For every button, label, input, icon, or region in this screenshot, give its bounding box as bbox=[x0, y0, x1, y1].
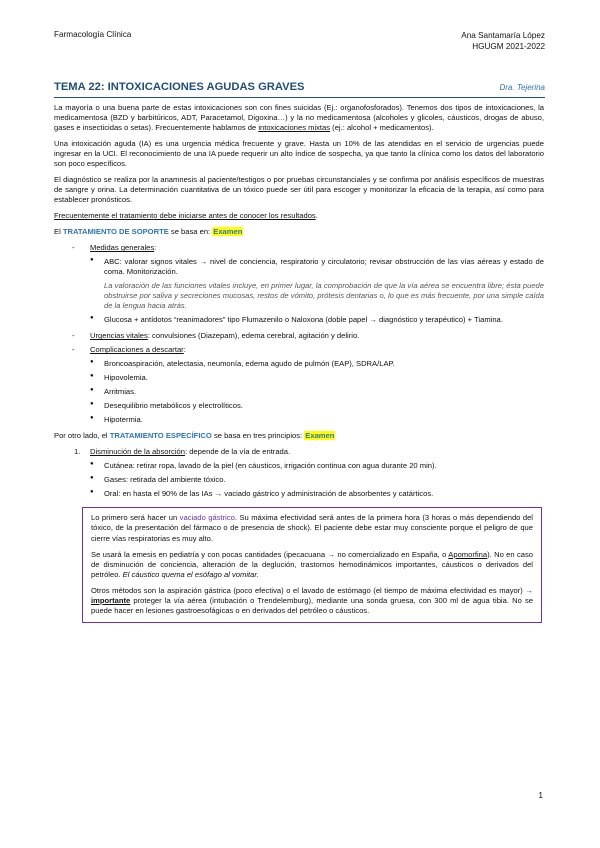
specific-lead bbox=[54, 431, 544, 441]
complications-label: Complicaciones a descartar bbox=[90, 345, 184, 355]
glucosa-bullet: ● Glucosa + antídotos “reanimadores” tipo Flumazenilo o Naloxona (doble papel → diagnóstico y terapéutico) + Tiamina. bbox=[54, 315, 544, 325]
box-p2-italic: El cáustico quema el esófago al vomitar. bbox=[122, 569, 259, 579]
list-item: ● Hipotermia. bbox=[54, 415, 544, 425]
exam-highlight: Examen bbox=[305, 431, 335, 441]
list-item: ● Hipovolemia. bbox=[54, 373, 544, 383]
box-p2-b: ). No en caso de disminución de conciencia, alteración de la deglución, trastornos hemodinámicos importantes, cáusticos o derivados del petróleo. bbox=[91, 549, 533, 579]
vital-urgencies-item bbox=[54, 331, 544, 341]
vital-urgencies-text: : convulsiones (Diazepam), edema cerebral, agitación y delirio. bbox=[147, 331, 360, 341]
gases-bullet: ● Gases: retirada del ambiente tóxico. bbox=[54, 475, 544, 485]
general-measures-label: Medidas generales bbox=[90, 243, 155, 253]
header-group: HGUGM 2021-2022 bbox=[472, 42, 545, 52]
support-lead bbox=[54, 227, 544, 237]
header-author: Ana Santamaría López bbox=[461, 31, 545, 40]
exam-highlight: Examen bbox=[213, 227, 243, 237]
intro-paragraph-1 bbox=[54, 103, 544, 133]
box-paragraph-3 bbox=[91, 586, 533, 616]
box-apomorfina: Apomorfina bbox=[448, 549, 488, 559]
gastric-emptying-box bbox=[82, 507, 542, 622]
abc-note: La valoración de las funciones vitales incluye, en primer lugar, la comprobación de que la vía aérea se encuentra libre; ésta puede obstruirse por saliva y secreciones mucosas, restos de vómito, prótesis dentarias o, lo que es más frecuente, por una simple caída de la lengua hacia atrás. bbox=[104, 281, 544, 311]
vital-urgencies-label: Urgencias vitales bbox=[90, 331, 148, 341]
box-important: importante bbox=[91, 595, 131, 605]
item-number: 1. bbox=[74, 447, 81, 457]
box-keyword: vaciado gástrico bbox=[179, 513, 235, 523]
absorption-item bbox=[54, 447, 544, 457]
document-body bbox=[54, 103, 544, 623]
professor-name: Dra. Tejerina bbox=[499, 83, 545, 92]
absorption-label: Disminución de la absorción bbox=[90, 447, 185, 457]
intro-paragraph-3: El diagnóstico se realiza por la anamnesis al paciente/testigos o por pruebas circunstanciales y se confirma por análisis específicos de muestras de sangre y orina. La determinación cuantitativa de un tóxico puede ser útil para escoger y monitorizar la eficacia de la terapia, así como para establecer pronósticos. bbox=[54, 175, 544, 205]
title-row bbox=[54, 80, 545, 98]
header-author-block bbox=[461, 30, 545, 52]
box-paragraph-1 bbox=[91, 513, 533, 543]
intro-p1-text: La mayoría o una buena parte de estas intoxicaciones son con fines suicidas (Ej.: organofosforados). Tenemos dos tipos de intoxicaciones, la medicamentosa (BZD y barbitúricos, ADT, Paracetamol, Digoxina…) y la no medicamentosa (alcoholes y glicoles, cáusticos, drogas de abuso, gases e insecticidas o setas). Frecuentemente hablamos de bbox=[54, 103, 544, 133]
support-lead-b: se basa en: bbox=[168, 227, 213, 237]
oral-bullet: ● Oral: en hasta el 90% de las IAs → vaciado gástrico y administración de absorbentes y catárticos. bbox=[54, 489, 544, 499]
header-course: Farmacología Clínica bbox=[54, 30, 132, 39]
box-paragraph-2 bbox=[91, 550, 533, 580]
specific-lead-b: se basa en tres principios: bbox=[211, 431, 305, 441]
intro-mixed-term: intoxicaciones mixtas bbox=[258, 123, 331, 133]
absorption-text: : depende de la vía de entrada. bbox=[184, 447, 291, 457]
box-p2-a: Se usará la emesis en pediatría y con pocas cantidades (ipecacuana → no comercializado en España, o bbox=[91, 549, 449, 559]
box-p3-b: proteger la vía aérea (intubación o Trendelemburg), mediante una sonda gruesa, con 300 ml de agua tibia. No se puede hacer en lesiones gastroesofágicas o en derivados del petróleo o cáusticos. bbox=[91, 595, 533, 615]
specific-keyword: TRATAMIENTO ESPECÍFICO bbox=[109, 431, 212, 441]
list-item: ● Desequilibrio metabólicos y electrolíticos. bbox=[54, 401, 544, 411]
intro-paragraph-2: Una intoxicación aguda (IA) es una urgencia médica frecuente y grave. Hasta un 10% de las atendidas en el servicio de urgencias puede ingresar en la UCI. El reconocimiento de una IA puede requerir un alto índice de sospecha, ya que tanto la clínica como los datos del laboratorio son poco específicos. bbox=[54, 139, 544, 169]
list-item: ● Broncoaspiración, atelectasia, neumonía, edema agudo de pulmón (EAP), SDRA/LAP. bbox=[54, 359, 544, 369]
complications-item: - Complicaciones a descartar: bbox=[54, 345, 544, 355]
cutaneous-bullet: ● Cutánea: retirar ropa, lavado de la piel (en cáusticos, irrigación continua con agua durante 20 min). bbox=[54, 461, 544, 471]
intro-paragraph-4: Frecuentemente el tratamiento debe iniciarse antes de conocer los resultados. bbox=[54, 211, 318, 221]
intro-p4-text: Frecuentemente el tratamiento debe iniciarse antes de conocer los resultados bbox=[54, 211, 316, 221]
page-title: TEMA 22: INTOXICACIONES AGUDAS GRAVES bbox=[54, 81, 305, 93]
list-item: ● Arritmias. bbox=[54, 387, 544, 397]
support-lead-a: El bbox=[54, 227, 63, 237]
abc-bullet: ● ABC: valorar signos vitales → nivel de conciencia, respiratorio y circulatorio; revisar obstrucción de las vías aéreas y estado de coma. Monitorización. bbox=[54, 257, 544, 277]
general-measures-item: - Medidas generales: bbox=[54, 243, 544, 253]
box-p1-a: Lo primero será hacer un bbox=[91, 513, 180, 523]
box-p1-b: . Su máxima efectividad será antes de la primera hora (3 horas o más dependiendo del tóxico, de la presentación del fármaco o de presencia de shock). El paciente debe estar muy consciente porque el peligro de que cierre vías respiratorias es muy alto. bbox=[91, 513, 533, 543]
intro-p1-end: (ej.: alcohol + medicamentos). bbox=[330, 123, 434, 133]
page-number: 1 bbox=[538, 790, 543, 800]
specific-lead-a: Por otro lado, el bbox=[54, 431, 110, 441]
box-p3-a: Otros métodos son la aspiración gástrica (poco efectiva) o el lavado de estómago (el tiempo de máxima efectividad es mayor) → bbox=[91, 585, 533, 595]
support-keyword: TRATAMIENTO DE SOPORTE bbox=[62, 227, 169, 237]
